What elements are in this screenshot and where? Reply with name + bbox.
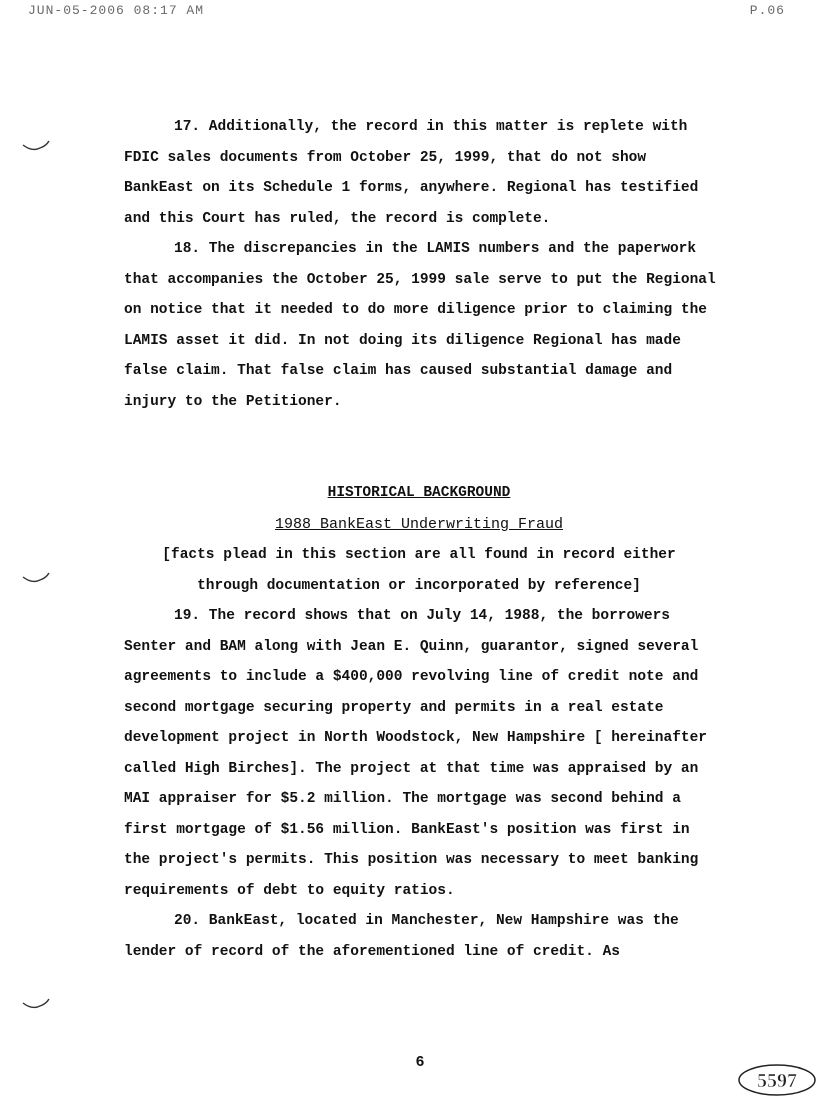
bates-stamp-icon xyxy=(736,1062,818,1098)
margin-mark-icon xyxy=(22,140,50,154)
body-section-bottom xyxy=(124,601,724,967)
paragraph-17: 17. Additionally, the record in this matter is replete with FDIC sales documents from October 25, 1999, that do not show BankEast on its Schedule 1 forms, anywhere. Regional has testified and this Court has ruled, the record is complete. xyxy=(124,119,699,227)
section-note-line-1: [facts plead in this section are all found in record either xyxy=(162,547,676,563)
section-subheading: 1988 BankEast Underwriting Fraud xyxy=(274,516,564,533)
paragraph-18: 18. The discrepancies in the LAMIS numbers and the paperwork that accompanies the October 25, 1999 sale serve to put the Regional on notice that it needed to do more diligence prior to claiming the LAMIS asset it did. In not doing its diligence Regional has made false claim. That false claim has caused substantial damage and injury to the Petitioner. xyxy=(124,241,716,410)
section-note-line-2: through documentation or incorporated by reference] xyxy=(197,578,641,594)
bates-stamp-text: 5597 xyxy=(757,1070,797,1092)
section-heading: HISTORICAL BACKGROUND xyxy=(327,485,511,501)
page-number: 6 xyxy=(415,1054,425,1071)
margin-mark-icon xyxy=(22,572,50,586)
paragraph-19: 19. The record shows that on July 14, 1988, the borrowers Senter and BAM along with Jean E. Quinn, guarantor, signed several agreements to include a $400,000 revolving line of credit note and second mortgage securing property and permits in a real estate development project in North Woodstock, New Hampshire [ hereinafter called High Birches]. The project at that time was appraised by an MAI appraiser for $5.2 million. The mortgage was second behind a first mortgage of $1.56 million. BankEast's position was first in the project's permits. This position was necessary to meet banking requirements of debt to equity ratios. xyxy=(124,608,707,899)
fax-header-date: JUN-05-2006 08:17 AM xyxy=(28,3,205,18)
fax-header-page: P.06 xyxy=(749,3,785,18)
margin-mark-icon xyxy=(22,998,50,1012)
body-section-top xyxy=(124,112,724,417)
paragraph-20: 20. BankEast, located in Manchester, New Hampshire was the lender of record of the aforementioned line of credit. As xyxy=(124,913,679,960)
